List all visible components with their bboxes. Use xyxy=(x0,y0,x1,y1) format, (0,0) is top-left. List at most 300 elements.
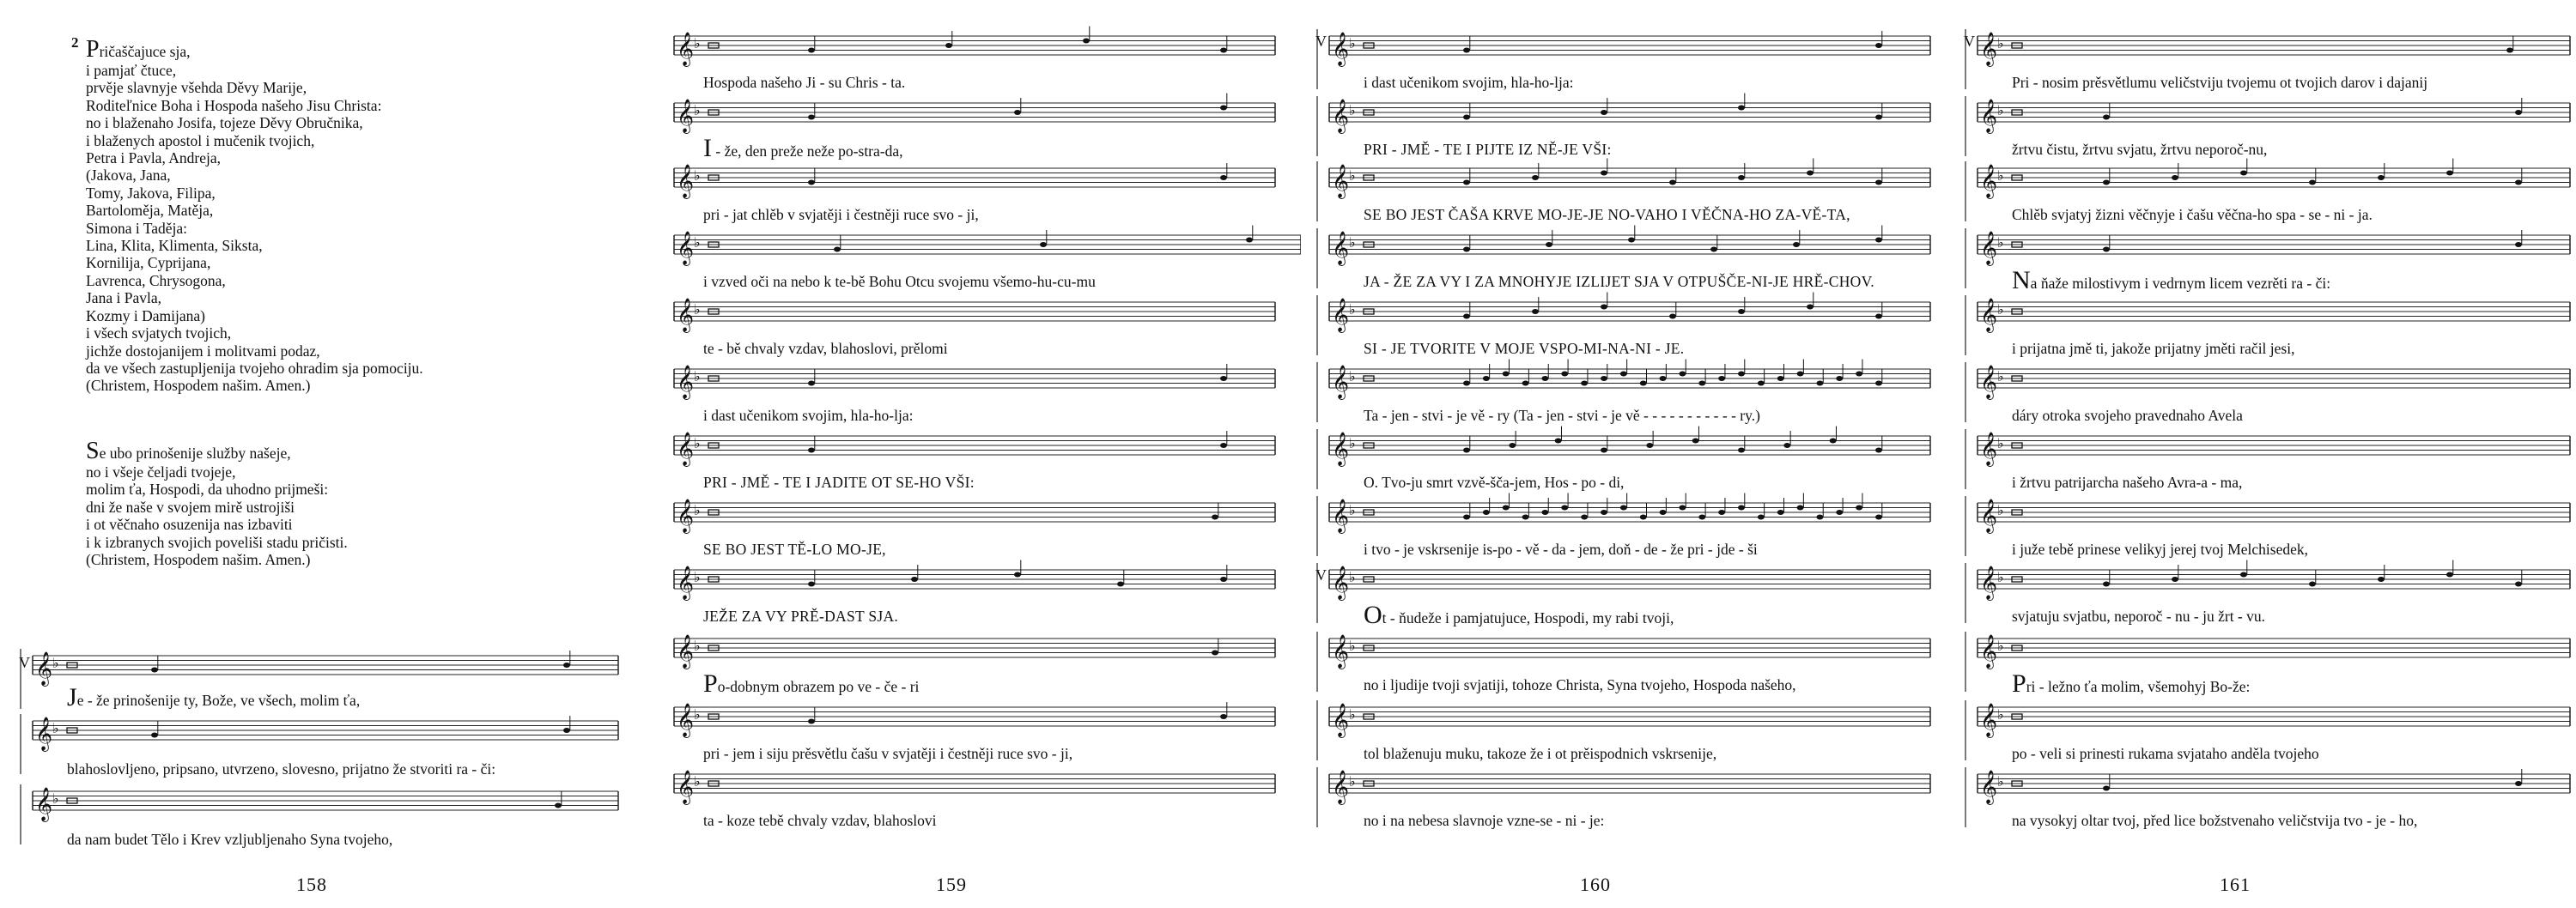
note-head-icon xyxy=(1532,309,1539,314)
lyric-line: da nam budet Tělo i Krev vzljubljenaho Syna tvojeho, xyxy=(67,831,393,848)
lyric-line: SE BO JEST TĚ-LO MO-JE, xyxy=(703,541,886,558)
staff xyxy=(674,568,1284,602)
note-head-icon xyxy=(1601,510,1607,515)
flat-icon: ♭ xyxy=(694,638,701,654)
flat-icon: ♭ xyxy=(1997,234,2004,251)
flat-icon: ♭ xyxy=(1997,102,2004,118)
note-head-icon xyxy=(2172,577,2178,582)
note-head-icon xyxy=(1875,43,1882,48)
music-system xyxy=(1978,166,2570,227)
page-number: 158 xyxy=(296,874,327,895)
treble-clef-icon: 𝄞 xyxy=(1332,164,1350,198)
staff xyxy=(1329,634,1939,671)
note-head-icon xyxy=(1875,448,1882,453)
note-head-icon xyxy=(808,48,815,53)
lyric-line: i žrtvu patrijarcha našeho Avra-a - ma, xyxy=(2012,474,2243,491)
lyric-line: blahoslovljeno, pripsano, utvrzeno, slovesno, prijatno že stvoriti ra - či: xyxy=(67,760,496,778)
page-161 xyxy=(1962,0,2576,908)
note-head-icon xyxy=(1532,175,1539,180)
note-head-icon xyxy=(1463,448,1470,453)
staff xyxy=(1329,568,1939,602)
lyric-line: Pri - ležno ťa molim, všemohyj Bo-že: xyxy=(2012,669,2251,698)
note-head-icon xyxy=(2506,48,2513,53)
flat-icon: ♭ xyxy=(1349,638,1356,654)
note-head-icon xyxy=(1856,505,1862,511)
staff xyxy=(1329,300,1939,335)
note-head-icon xyxy=(1710,247,1717,252)
lyric-line: pri - jem i siju prěsvětlu čašu v svjatěji i čestněji ruce svo - ji, xyxy=(703,745,1073,762)
treble-clef-icon: 𝄞 xyxy=(677,231,695,265)
note-head-icon xyxy=(1220,376,1227,381)
lyric-line: žrtvu čistu, žrtvu svjatu, žrtvu neporoč-nu, xyxy=(2012,141,2268,158)
flat-icon: ♭ xyxy=(1997,301,2004,318)
note-head-icon xyxy=(1220,714,1227,719)
staff xyxy=(33,719,627,754)
treble-clef-icon: 𝄞 xyxy=(1980,99,1998,133)
lyric-line: Na ňaže milostivym i vedrnym licem vezrěti ra - či: xyxy=(2012,266,2331,294)
lyric-line: i dast učenikom svojim, hla-ho-lja: xyxy=(1364,74,1574,91)
treble-clef-icon: 𝄞 xyxy=(1980,499,1998,533)
staff xyxy=(1329,434,1939,469)
lyric-line: PRI - JMĚ - TE I PIJTE IZ NĚ-JE VŠI: xyxy=(1364,141,1612,158)
flat-icon: ♭ xyxy=(1349,706,1356,723)
treble-clef-icon: 𝄞 xyxy=(677,164,695,198)
music-system xyxy=(1978,101,2570,161)
music-system xyxy=(1329,300,1930,360)
treble-clef-icon: 𝄞 xyxy=(35,787,53,821)
music-system xyxy=(1978,568,2570,628)
note-head-icon xyxy=(1463,314,1470,319)
staff xyxy=(1978,233,2576,268)
note-head-icon xyxy=(2515,582,2522,587)
page-160 xyxy=(1314,0,1949,908)
note-head-icon xyxy=(1875,381,1882,386)
v-mark: V xyxy=(1964,33,1975,50)
note-head-icon xyxy=(808,448,815,453)
flat-icon: ♭ xyxy=(1997,773,2004,790)
note-head-icon xyxy=(1463,381,1470,386)
prayer-line: Kornilija, Cyprijana, xyxy=(86,254,211,272)
note-head-icon xyxy=(1503,505,1510,511)
note-head-icon xyxy=(1738,309,1745,314)
note-head-icon xyxy=(1555,439,1562,444)
staff xyxy=(674,634,1284,671)
lyric-line: no i ljudije tvoji svjatiji, tohoze Christa, Syna tvojeho, Hospoda našeho, xyxy=(1364,676,1796,693)
lyric-line: no i na nebesa slavnoje vzne-se - ni - je: xyxy=(1364,812,1605,829)
note-head-icon xyxy=(945,43,952,48)
treble-clef-icon: 𝄞 xyxy=(677,432,695,466)
staff xyxy=(1978,367,2576,402)
flat-icon: ♭ xyxy=(1997,368,2004,384)
staff xyxy=(1329,501,1939,536)
treble-clef-icon: 𝄞 xyxy=(1980,365,1998,399)
note-head-icon xyxy=(834,247,841,252)
prayer-line: (Christem, Hospodem našim. Amen.) xyxy=(86,377,311,395)
prayer-line: Simona i Taděja: xyxy=(86,219,188,237)
note-head-icon xyxy=(2103,786,2110,791)
note-head-icon xyxy=(1875,515,1882,520)
note-head-icon xyxy=(1875,115,1882,120)
flat-icon: ♭ xyxy=(1997,167,2004,184)
page-159 xyxy=(665,0,1301,908)
note-head-icon xyxy=(2515,110,2522,115)
staff xyxy=(1978,34,2576,69)
staff xyxy=(674,772,1284,807)
note-head-icon xyxy=(1797,372,1804,377)
flat-icon: ♭ xyxy=(1349,167,1356,184)
note-head-icon xyxy=(1522,515,1529,520)
note-head-icon xyxy=(808,180,815,185)
staff xyxy=(1329,166,1939,201)
page-158 xyxy=(0,0,653,908)
treble-clef-icon: 𝄞 xyxy=(35,717,53,751)
note-head-icon xyxy=(1561,505,1568,511)
note-head-icon xyxy=(1083,39,1090,44)
flat-icon: ♭ xyxy=(1997,502,2004,518)
note-head-icon xyxy=(1646,443,1653,448)
treble-clef-icon: 𝄞 xyxy=(677,298,695,332)
staff xyxy=(1329,705,1939,740)
prayer-line: i k izbranych svojich poveliši stadu pričisti. xyxy=(86,533,348,551)
flat-icon: ♭ xyxy=(1349,435,1356,451)
treble-clef-icon: 𝄞 xyxy=(1332,231,1350,265)
treble-clef-icon: 𝄞 xyxy=(1332,499,1350,533)
v-mark: V xyxy=(1315,33,1327,50)
staff xyxy=(1978,634,2576,671)
music-system xyxy=(674,634,1275,698)
music-system xyxy=(1329,705,1930,766)
treble-clef-icon: 𝄞 xyxy=(677,32,695,66)
note-head-icon xyxy=(1807,171,1814,176)
note-head-icon xyxy=(1738,448,1745,453)
note-head-icon xyxy=(2515,242,2522,247)
note-head-icon xyxy=(1856,372,1862,377)
lyric-line: Je - že prinošenije ty, Bože, ve všech, molim ťa, xyxy=(67,683,361,711)
staff xyxy=(33,787,627,824)
treble-clef-icon: 𝄞 xyxy=(1980,634,1998,669)
note-head-icon xyxy=(2309,180,2316,185)
prayer-text-2 xyxy=(86,439,348,568)
note-head-icon xyxy=(2378,175,2385,180)
page-number: 159 xyxy=(936,874,967,895)
note-head-icon xyxy=(1601,110,1607,115)
note-head-icon xyxy=(2103,115,2110,120)
drop-initial: J xyxy=(67,683,77,711)
music-system xyxy=(1329,166,1930,227)
treble-clef-icon: 𝄞 xyxy=(677,703,695,737)
lyric-line: i prijatna jmě ti, jakože prijatny jměti račil jesi, xyxy=(2012,340,2295,357)
treble-clef-icon: 𝄞 xyxy=(1980,432,1998,466)
flat-icon: ♭ xyxy=(1997,706,2004,723)
flat-icon: ♭ xyxy=(694,102,701,118)
v-mark: V xyxy=(1315,566,1327,584)
note-head-icon xyxy=(1640,515,1647,520)
note-head-icon xyxy=(1718,510,1725,515)
treble-clef-icon: 𝄞 xyxy=(677,770,695,804)
lyric-line: Po-dobnym obrazem po ve - če - ri xyxy=(703,669,920,698)
music-system xyxy=(674,233,1301,294)
music-system xyxy=(1329,101,1930,161)
treble-clef-icon: 𝄞 xyxy=(1332,432,1350,466)
prayer-line: Jana i Pavla, xyxy=(86,289,161,307)
note-head-icon xyxy=(808,582,815,587)
drop-initial: O xyxy=(1364,601,1382,629)
lyric-line: SI - JE TVORITE V MOJE VSPO-MI-NA-NI - JE. xyxy=(1364,340,1685,357)
note-head-icon xyxy=(2172,175,2178,180)
note-head-icon xyxy=(1220,577,1227,582)
music-system xyxy=(1329,34,1930,94)
lyric-line: ta - koze tebě chvaly vzdav, blahoslovi xyxy=(703,812,937,829)
note-head-icon xyxy=(1738,372,1745,377)
treble-clef-icon: 𝄞 xyxy=(35,651,53,686)
treble-clef-icon: 𝄞 xyxy=(1980,703,1998,737)
prayer-line: no i všeje čeljadi tvojeje, xyxy=(86,463,236,481)
flat-icon: ♭ xyxy=(694,234,701,251)
lyric-line: I - že, den preže neže po-stra-da, xyxy=(703,134,903,162)
staff xyxy=(674,300,1284,335)
note-head-icon xyxy=(1463,48,1470,53)
flat-icon: ♭ xyxy=(1997,569,2004,585)
treble-clef-icon: 𝄞 xyxy=(1332,703,1350,737)
treble-clef-icon: 𝄞 xyxy=(1332,770,1350,804)
lyric-line: JA - ŽE ZA VY I ZA MNOHYJE IZLIJET SJA V OTPUŠČE-NI-JE HRĚ-CHOV. xyxy=(1364,273,1874,290)
lyric-line: te - bě chvaly vzdav, blahoslovi, prělomi xyxy=(703,340,948,357)
music-system xyxy=(674,705,1275,766)
treble-clef-icon: 𝄞 xyxy=(1332,634,1350,669)
treble-clef-icon: 𝄞 xyxy=(1332,32,1350,66)
treble-clef-icon: 𝄞 xyxy=(677,365,695,399)
staff xyxy=(674,101,1284,136)
note-head-icon xyxy=(1117,582,1124,587)
flat-icon: ♭ xyxy=(694,167,701,184)
note-head-icon xyxy=(1660,510,1667,515)
flat-icon: ♭ xyxy=(1997,35,2004,51)
staff xyxy=(674,501,1284,536)
flat-icon: ♭ xyxy=(1349,368,1356,384)
prayer-line: prvěje slavnyje všehda Děvy Marije, xyxy=(86,79,307,97)
note-head-icon xyxy=(1212,651,1218,656)
note-head-icon xyxy=(1816,515,1823,520)
prayer-line: ričaščajuce sja, xyxy=(99,43,191,60)
flat-icon: ♭ xyxy=(1997,435,2004,451)
note-head-icon xyxy=(2240,572,2247,578)
prayer-line: jichže dostojanijem i molitvami podaz, xyxy=(86,342,320,360)
prayer-line: Petra i Pavla, Andreja, xyxy=(86,149,221,167)
lyric-line: PRI - JMĚ - TE I JADITE OT SE-HO VŠI: xyxy=(703,474,975,491)
note-head-icon xyxy=(1836,510,1843,515)
note-head-icon xyxy=(1875,314,1882,319)
note-head-icon xyxy=(1875,238,1882,243)
prayer-line: dni že naše v svojem mirě ustrojiši xyxy=(86,498,295,516)
music-system xyxy=(674,166,1275,227)
prayer-line: Lina, Klita, Klimenta, Siksta, xyxy=(86,237,263,255)
note-head-icon xyxy=(1220,443,1227,448)
note-head-icon xyxy=(1601,171,1607,176)
music-system xyxy=(1329,568,1930,628)
note-head-icon xyxy=(1679,372,1686,377)
flat-icon: ♭ xyxy=(694,569,701,585)
music-system xyxy=(1978,300,2570,360)
prayer-line: da ve všech zastupljenija tvojeho ohradim sja pomociju. xyxy=(86,359,423,377)
note-head-icon xyxy=(1463,180,1470,185)
staff xyxy=(1329,367,1939,402)
music-system xyxy=(33,787,618,850)
lyric-line: pri - jat chlěb v svjatěji i čestněji ruce svo - ji, xyxy=(703,206,979,223)
prayer-line: Tomy, Jakova, Filipa, xyxy=(86,184,216,202)
prayer-line: i všech svjatych tvojich, xyxy=(86,324,232,342)
note-head-icon xyxy=(563,728,570,733)
note-head-icon xyxy=(1738,175,1745,180)
note-head-icon xyxy=(1014,110,1021,115)
music-system xyxy=(1978,34,2570,94)
note-head-icon xyxy=(1875,180,1882,185)
lyric-line: tol blaženuju muku, takoze že i ot prěispodnich vskrsenije, xyxy=(1364,745,1717,762)
flat-icon: ♭ xyxy=(1349,569,1356,585)
treble-clef-icon: 𝄞 xyxy=(677,99,695,133)
flat-icon: ♭ xyxy=(52,790,59,807)
flat-icon: ♭ xyxy=(694,435,701,451)
note-head-icon xyxy=(1620,505,1627,511)
music-system xyxy=(33,719,618,779)
staff xyxy=(1329,34,1939,69)
flat-icon: ♭ xyxy=(1349,234,1356,251)
note-head-icon xyxy=(1541,510,1548,515)
prayer-line: Bartoloměja, Matěja, xyxy=(86,202,214,220)
prayer-line: (Jakova, Jana, xyxy=(86,166,171,185)
lyric-line: svjatuju svjatbu, neporoč - nu - ju žrt - vu. xyxy=(2012,608,2266,625)
note-head-icon xyxy=(1483,510,1490,515)
note-head-icon xyxy=(808,719,815,724)
note-head-icon xyxy=(1483,376,1490,381)
note-head-icon xyxy=(1679,505,1686,511)
music-system xyxy=(674,772,1275,832)
note-head-icon xyxy=(555,803,562,808)
flat-icon: ♭ xyxy=(694,35,701,51)
music-system xyxy=(674,568,1275,628)
music-system xyxy=(1329,501,1930,561)
staff xyxy=(674,34,1284,69)
note-head-icon xyxy=(2378,577,2385,582)
staff xyxy=(1329,233,1939,268)
lyric-line: O. Tvo-ju smrt vzvě-šča-jem, Hos - po - di, xyxy=(1364,474,1625,491)
note-head-icon xyxy=(1836,376,1843,381)
music-system xyxy=(674,501,1275,561)
note-head-icon xyxy=(1640,381,1647,386)
lyric-line: i vzved oči na nebo k te-bě Bohu Otcu svojemu všemo-hu-cu-mu xyxy=(703,273,1096,290)
page-number: 161 xyxy=(2220,874,2251,895)
drop-initial: N xyxy=(2012,266,2031,294)
note-head-icon xyxy=(1463,515,1470,520)
page-number: 160 xyxy=(1580,874,1611,895)
flat-icon: ♭ xyxy=(1349,35,1356,51)
note-head-icon xyxy=(1797,505,1804,511)
note-head-icon xyxy=(1601,376,1607,381)
lyric-line: na vysokyj oltar tvoj, před lice božstvenaho veličstvija tvo - je - ho, xyxy=(2012,812,2418,829)
note-head-icon xyxy=(1777,376,1784,381)
note-head-icon xyxy=(1014,572,1021,578)
note-head-icon xyxy=(1692,439,1699,444)
treble-clef-icon: 𝄞 xyxy=(1980,32,1998,66)
prayer-line: Roditeľnice Boha i Hospoda našeho Jisu Christa: xyxy=(86,96,382,114)
treble-clef-icon: 𝄞 xyxy=(1980,164,1998,198)
treble-clef-icon: 𝄞 xyxy=(677,634,695,669)
note-head-icon xyxy=(2103,247,2110,252)
treble-clef-icon: 𝄞 xyxy=(1332,365,1350,399)
flat-icon: ♭ xyxy=(52,720,59,736)
note-head-icon xyxy=(1212,515,1218,520)
lyric-line: po - veli si prinesti rukama svjataho anděla tvojeho xyxy=(2012,745,2319,762)
note-head-icon xyxy=(1793,242,1800,247)
note-head-icon xyxy=(1669,180,1676,185)
note-head-icon xyxy=(808,115,815,120)
note-head-icon xyxy=(1738,505,1745,511)
note-head-icon xyxy=(1581,381,1588,386)
drop-initial: P xyxy=(2012,669,2026,698)
lyric-line: Pri - nosim prěsvětlumu veličstviju tvojemu ot tvojich darov i dajanij xyxy=(2012,74,2428,91)
note-head-icon xyxy=(1561,372,1568,377)
note-head-icon xyxy=(151,668,158,673)
treble-clef-icon: 𝄞 xyxy=(1980,231,1998,265)
note-head-icon xyxy=(1463,247,1470,252)
flat-icon: ♭ xyxy=(52,655,59,671)
staff xyxy=(1978,705,2576,740)
note-head-icon xyxy=(1718,376,1725,381)
note-head-icon xyxy=(2446,572,2453,578)
prayer-line: i ot věčnaho osuzenija nas izbaviti xyxy=(86,516,293,534)
music-system xyxy=(1329,434,1930,494)
note-head-icon xyxy=(1509,443,1516,448)
drop-initial: P xyxy=(703,669,718,698)
lyric-line: Ot - ňudeže i pamjatujuce, Hospodi, my rabi tvoji, xyxy=(1364,601,1674,629)
flat-icon: ♭ xyxy=(694,502,701,518)
v-mark: V xyxy=(19,654,30,671)
note-head-icon xyxy=(1541,376,1548,381)
note-head-icon xyxy=(2103,180,2110,185)
prayer-text-1 xyxy=(86,38,423,395)
note-head-icon xyxy=(1758,381,1765,386)
note-head-icon xyxy=(2446,171,2453,176)
note-head-icon xyxy=(1503,372,1510,377)
note-head-icon xyxy=(1698,381,1705,386)
note-head-icon xyxy=(151,733,158,738)
flat-icon: ♭ xyxy=(694,706,701,723)
flat-icon: ♭ xyxy=(1349,301,1356,318)
lyric-line: dáry otroka svojeho pravednaho Avela xyxy=(2012,407,2243,424)
note-head-icon xyxy=(911,577,918,582)
staff xyxy=(674,367,1284,402)
note-head-icon xyxy=(1758,515,1765,520)
note-head-icon xyxy=(2515,781,2522,786)
prayer-line: Lavrenca, Chrysogona, xyxy=(86,271,226,289)
drop-initial: S xyxy=(86,438,100,464)
staff xyxy=(1978,166,2576,201)
lyric-line: i dast učenikom svojim, hla-ho-lja: xyxy=(703,407,914,424)
drop-initial: P xyxy=(86,36,100,63)
treble-clef-icon: 𝄞 xyxy=(1332,298,1350,332)
note-head-icon xyxy=(1628,238,1635,243)
flat-icon: ♭ xyxy=(1349,773,1356,790)
lyric-line: Hospoda našeho Ji - su Chris - ta. xyxy=(703,74,906,91)
staff xyxy=(1978,434,2576,469)
flat-icon: ♭ xyxy=(1997,638,2004,654)
staff xyxy=(1329,101,1939,136)
lyric-line: JEŽE ZA VY PRĚ-DAST SJA. xyxy=(703,608,899,625)
staff xyxy=(674,705,1284,740)
staff xyxy=(1978,101,2576,136)
note-head-icon xyxy=(1777,510,1784,515)
music-system xyxy=(1978,367,2570,427)
note-head-icon xyxy=(1246,238,1253,243)
